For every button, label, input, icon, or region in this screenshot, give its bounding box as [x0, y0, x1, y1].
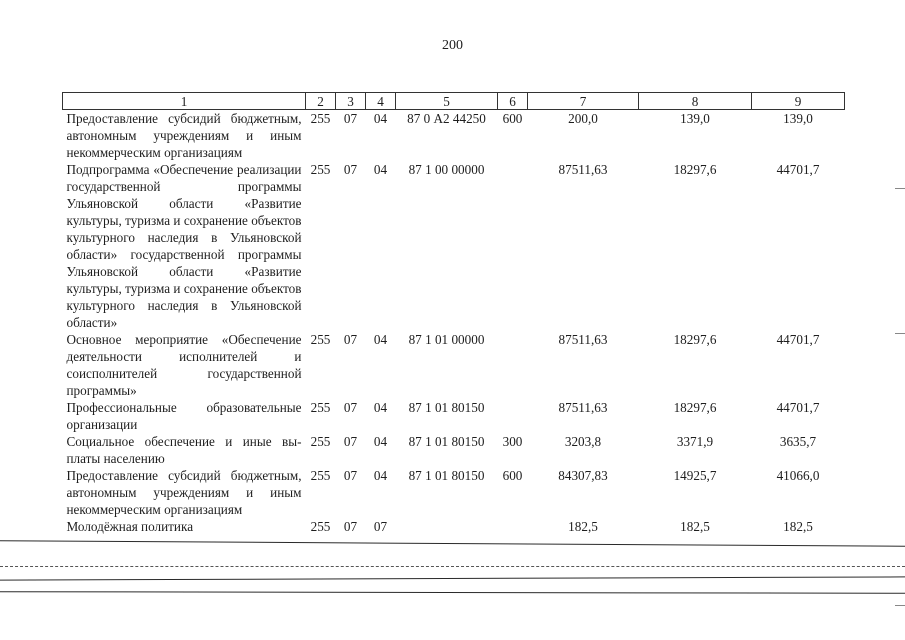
header-row [63, 93, 845, 110]
column-header: 1 [63, 93, 306, 110]
column-header: 3 [336, 93, 366, 110]
scan-cut-line [0, 540, 905, 547]
cell-amount-col9: 3635,7 [779, 434, 817, 449]
cell-amount-col9: 182,5 [783, 519, 813, 534]
cell-amount-col8: 182,5 [680, 519, 710, 534]
table-row [63, 110, 845, 162]
row-name: Предоставление субсидий бюджетным, автономным учреждениям и иным некоммерческим организациям [66, 468, 302, 517]
cell-section: 07 [343, 111, 358, 126]
cell-amount-col9: 44701,7 [776, 332, 820, 347]
cell-amount-col7: 87511,63 [558, 162, 608, 177]
cell-section: 07 [343, 332, 358, 347]
cell-admin-code: 255 [310, 400, 331, 415]
column-header: 9 [752, 93, 845, 110]
budget-table [62, 92, 845, 535]
column-header: 7 [528, 93, 639, 110]
column-header: 5 [396, 93, 498, 110]
cell-section: 07 [343, 519, 358, 534]
cell-amount-col9: 44701,7 [776, 400, 820, 415]
cell-admin-code: 255 [310, 468, 331, 483]
scan-cut-line [0, 591, 905, 594]
cell-amount-col7: 200,0 [568, 111, 598, 126]
cell-target-article: 87 1 00 00000 [408, 162, 485, 177]
cell-section: 07 [343, 468, 358, 483]
row-name: Молодёжная политика [66, 519, 194, 534]
cell-expense-type [498, 518, 528, 535]
cell-amount-col7: 87511,63 [558, 400, 608, 415]
cell-expense-type: 300 [502, 434, 523, 449]
table-row [63, 518, 845, 535]
cell-amount-col7: 182,5 [568, 519, 598, 534]
cell-amount-col8: 3371,9 [676, 434, 714, 449]
cell-admin-code: 255 [310, 111, 331, 126]
cell-amount-col8: 18297,6 [673, 400, 717, 415]
table-row [63, 161, 845, 331]
cell-target-article: 87 1 01 80150 [408, 434, 485, 449]
row-name: Профессиональные образовательные организации [66, 400, 302, 432]
cell-admin-code: 255 [310, 332, 331, 347]
column-header: 2 [306, 93, 336, 110]
cell-section: 07 [343, 162, 358, 177]
scan-dashed-line [0, 566, 905, 567]
margin-mark [895, 188, 905, 189]
cell-target-article: 87 1 01 00000 [408, 332, 485, 347]
cell-target-article: 87 0 А2 44250 [407, 111, 486, 126]
cell-amount-col9: 44701,7 [776, 162, 820, 177]
cell-amount-col7: 3203,8 [564, 434, 602, 449]
cell-subsection: 04 [373, 468, 388, 483]
column-header: 4 [366, 93, 396, 110]
row-name: Предоставление субсидий бюджетным, автономным учреждениям и иным некоммерческим организациям [66, 111, 302, 160]
row-name: Подпрограмма «Обеспечение реализации государственной программы Ульяновской области «Развитие культуры, туризма и сохранение объектов культурного наследия в Ульяновской области» государственной программы Ульяновской области «Развитие культуры, туризма и сохранение объектов культурного наследия в Ульяновской области» [66, 162, 302, 330]
row-name: Социальное обеспечение и иные выплаты населению [66, 434, 302, 466]
margin-mark [895, 605, 905, 606]
cell-subsection: 04 [373, 111, 388, 126]
scan-cut-line [0, 576, 905, 580]
cell-section: 07 [343, 400, 358, 415]
table-row [63, 467, 845, 518]
page-number: 200 [442, 38, 463, 53]
cell-target-article: 87 1 01 80150 [408, 468, 485, 483]
cell-expense-type [498, 331, 528, 399]
cell-amount-col8: 14925,7 [673, 468, 717, 483]
cell-amount-col9: 139,0 [783, 111, 813, 126]
cell-subsection: 04 [373, 400, 388, 415]
table-row [63, 399, 845, 433]
cell-admin-code: 255 [310, 519, 331, 534]
cell-subsection: 04 [373, 434, 388, 449]
cell-admin-code: 255 [310, 434, 331, 449]
cell-admin-code: 255 [310, 162, 331, 177]
cell-target-article: 87 1 01 80150 [408, 400, 485, 415]
cell-subsection: 04 [373, 162, 388, 177]
margin-mark [895, 333, 905, 334]
cell-subsection: 07 [373, 519, 388, 534]
row-name: Основное мероприятие «Обеспечение деятельности исполнителей и соисполнителей государственной программы» [66, 332, 302, 398]
table-row [63, 433, 845, 467]
column-header: 8 [639, 93, 752, 110]
cell-section: 07 [343, 434, 358, 449]
table-row [63, 331, 845, 399]
cell-subsection: 04 [373, 332, 388, 347]
cell-amount-col7: 84307,83 [558, 468, 608, 483]
cell-expense-type: 600 [502, 111, 523, 126]
cell-expense-type: 600 [502, 468, 523, 483]
cell-amount-col7: 87511,63 [558, 332, 608, 347]
cell-amount-col8: 18297,6 [673, 162, 717, 177]
cell-expense-type [498, 161, 528, 331]
cell-amount-col9: 41066,0 [776, 468, 820, 483]
column-header: 6 [498, 93, 528, 110]
cell-target-article [396, 518, 498, 535]
cell-expense-type [498, 399, 528, 433]
cell-amount-col8: 18297,6 [673, 332, 717, 347]
cell-amount-col8: 139,0 [680, 111, 710, 126]
